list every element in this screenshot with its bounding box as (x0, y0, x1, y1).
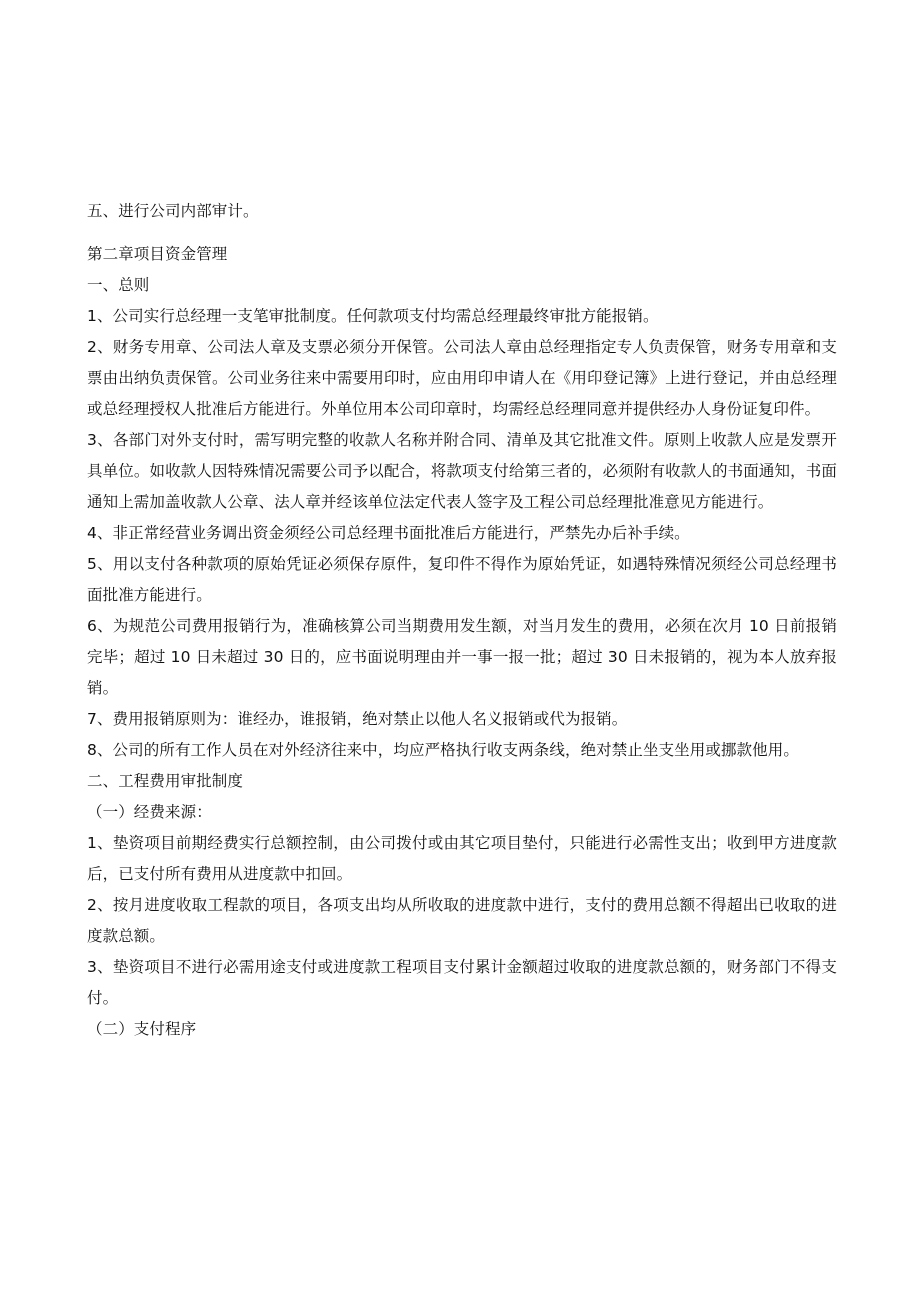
funding-source-1: 1、垫资项目前期经费实行总额控制，由公司拨付或由其它项目垫付，只能进行必需性支出；收到甲方进度款后，已支付所有费用从进度款中扣回。 (87, 834, 837, 883)
audit-item: 五、进行公司内部审计。 (87, 202, 259, 220)
general-rule-5: 5、用以支付各种款项的原始凭证必须保存原件，复印件不得作为原始凭证，如遇特殊情况须经公司总经理书面批准方能进行。 (87, 555, 837, 604)
chapter-title: 第二章项目资金管理 (87, 245, 228, 263)
document-body (87, 196, 837, 1045)
funding-source-3: 3、垫资项目不进行必需用途支付或进度款工程项目支付累计金额超过收取的进度款总额的，财务部门不得支付。 (87, 958, 837, 1007)
general-rule-3: 3、各部门对外支付时，需写明完整的收款人名称并附合同、清单及其它批准文件。原则上收款人应是发票开具单位。如收款人因特殊情况需要公司予以配合，将款项支付给第三者的，必须附有收款人的书面通知，书面通知上需加盖收款人公章、法人章并经该单位法定代表人签字及工程公司总经理批准意见方能进行。 (87, 431, 837, 511)
general-rule-1: 1、公司实行总经理一支笔审批制度。任何款项支付均需总经理最终审批方能报销。 (87, 307, 659, 325)
subsection-funding-title: （一）经费来源： (87, 803, 212, 821)
general-rule-8: 8、公司的所有工作人员在对外经济往来中，均应严格执行收支两条线，绝对禁止坐支坐用或挪款他用。 (87, 741, 799, 759)
general-rule-4: 4、非正常经营业务调出资金须经公司总经理书面批准后方能进行，严禁先办后补手续。 (87, 524, 690, 542)
funding-source-2: 2、按月进度收取工程款的项目，各项支出均从所收取的进度款中进行，支付的费用总额不得超出已收取的进度款总额。 (87, 896, 837, 945)
subsection-payment-title: （二）支付程序 (87, 1020, 197, 1038)
section-general-title: 一、总则 (87, 276, 150, 294)
general-rule-6: 6、为规范公司费用报销行为，准确核算公司当期费用发生额，对当月发生的费用，必须在次月 10 日前报销完毕；超过 10 日未超过 30 日的，应书面说明理由并一事一报一批；超过 30 日未报销的，视为本人放弃报销。 (87, 617, 837, 697)
section-approval-title: 二、工程费用审批制度 (87, 772, 244, 790)
general-rule-2: 2、财务专用章、公司法人章及支票必须分开保管。公司法人章由总经理指定专人负责保管，财务专用章和支票由出纳负责保管。公司业务往来中需要用印时，应由用印申请人在《用印登记簿》上进行登记，并由总经理或总经理授权人批准后方能进行。外单位用本公司印章时，均需经总经理同意并提供经办人身份证复印件。 (87, 338, 837, 418)
general-rule-7: 7、费用报销原则为：谁经办，谁报销，绝对禁止以他人名义报销或代为报销。 (87, 710, 628, 728)
